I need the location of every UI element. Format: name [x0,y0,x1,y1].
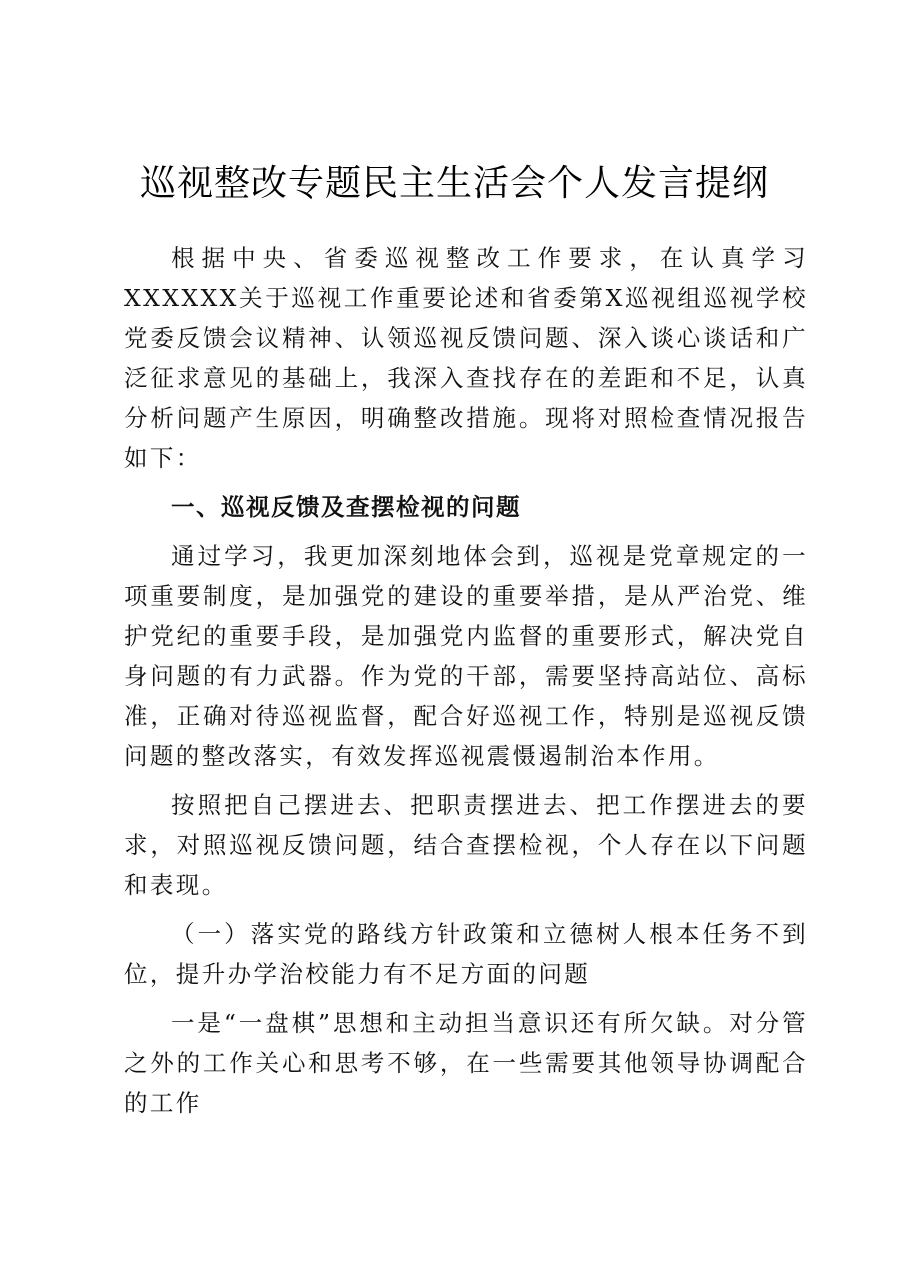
document-title: 巡视整改专题民主生活会个人发言提纲 [139,163,769,204]
body-paragraph-2: 按照把自己摆进去、把职责摆进去、把工作摆进去的要求，对照巡视反馈问题，结合查摆检视，个人存在以下问题和表现。 [124,791,808,899]
document-body [124,238,808,1123]
intro-paragraph: 根据中央、省委巡视整改工作要求，在认真学习XXXXXX关于巡视工作重要论述和省委第X巡视组巡视学校党委反馈会议精神、认领巡视反馈问题、深入谈心谈话和广泛征求意见的基础上，我深入查找存在的差距和不足，认真分析问题产生原因，明确整改措施。现将对照检查情况报告如下： [124,244,808,472]
subsection-heading-1: （一）落实党的路线方针政策和立德树人根本任务不到位，提升办学治校能力有不足方面的问题 [124,920,808,988]
body-paragraph-3: 一是“一盘棋”思想和主动担当意识还有所欠缺。对分管之外的工作关心和思考不够，在一些需要其他领导协调配合的工作 [124,1009,808,1117]
body-paragraph-1: 通过学习，我更加深刻地体会到，巡视是党章规定的一项重要制度，是加强党的建设的重要举措，是从严治党、维护党纪的重要手段，是加强党内监督的重要形式，解决党自身问题的有力武器。作为党的干部，需要坚持高站位、高标准，正确对待巡视监督，配合好巡视工作，特别是巡视反馈问题的整改落实，有效发挥巡视震慑遏制治本作用。 [124,542,808,770]
section-heading-1: 一、巡视反馈及查摆检视的问题 [171,493,521,521]
